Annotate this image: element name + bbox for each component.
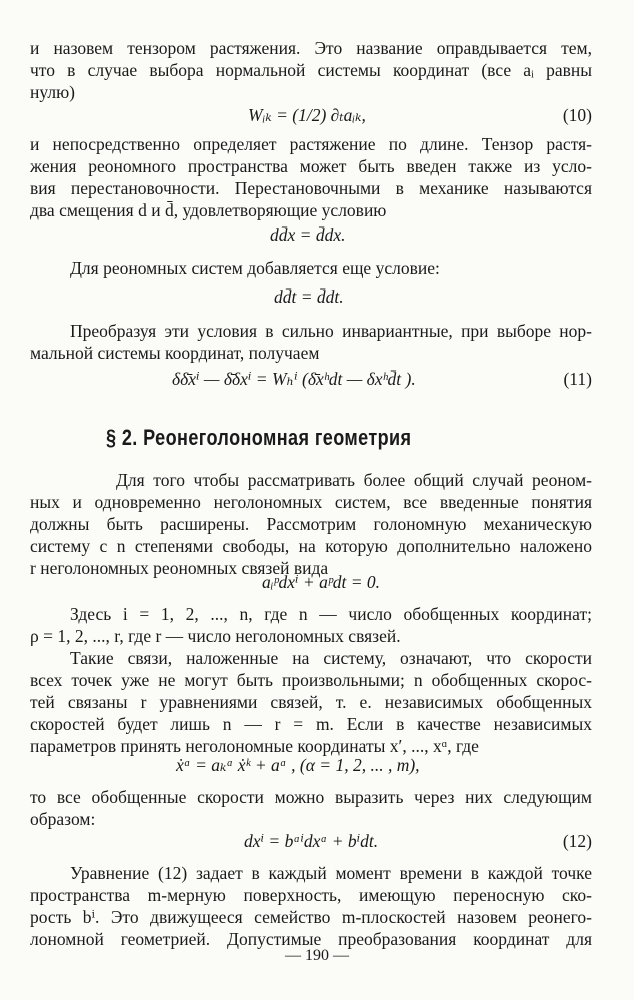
- text-line: параметров принять неголономные координаты x′, ..., xᵅ, где: [30, 736, 479, 756]
- equation-body: ẋᵅ = aₖᵅ ẋᵏ + aᵅ , (α = 1, 2, ... , m),: [176, 755, 420, 775]
- text-line: Для реономных систем добавляется еще условие:: [70, 258, 440, 278]
- text-line: ρ = 1, 2, ..., r, где r — число неголономных связей.: [30, 626, 401, 646]
- equation-number: (11): [563, 369, 592, 389]
- equation-body: δδ̄xⁱ — δ̄δxⁱ = Wₕⁱ (δ̄xʰdt — δxʰd̄t ).: [172, 369, 416, 389]
- text-line: мальной системы координат, получаем: [30, 343, 320, 363]
- equation-body: aᵢᵖdxⁱ + aᵖdt = 0.: [262, 572, 381, 592]
- text-line: то все обобщенные скорости можно выразить через них следующим: [30, 787, 592, 807]
- equation-number: (12): [562, 831, 592, 851]
- equation-body: dd̄x = d̄dx.: [270, 225, 346, 245]
- text-line: образом:: [30, 809, 96, 829]
- text-line: Для того чтобы рассматривать более общий случай реоном-: [116, 470, 592, 490]
- text-line: Преобразуя эти условия в сильно инвариантные, при выборе нор-: [70, 321, 592, 341]
- text-line: должны быть расширены. Рассмотрим голономную механическую: [30, 514, 592, 534]
- text-line: Такие связи, наложенные на систему, означают, что скорости: [70, 648, 592, 668]
- equation-body: dd̄t = d̄dt.: [274, 287, 344, 307]
- equation-constraint: [30, 569, 592, 595]
- section-heading: § 2. Реонеголономная геометрия: [106, 425, 412, 450]
- equation-condition: [30, 284, 592, 310]
- text-line: жения реономного пространства может быть введен также из усло-: [30, 156, 592, 176]
- text-line: Здесь i = 1, 2, ..., n, где n — число обобщенных координат;: [70, 604, 592, 624]
- text-line: два смещения d и d̄, удовлетворяющие условию: [30, 200, 387, 220]
- text-line: пространства m-мерную поверхность, имеющую переносную ско-: [30, 885, 592, 905]
- equation-permutation: [30, 222, 592, 248]
- text-line: и непосредственно определяет растяжение по длине. Тензор растя-: [30, 134, 592, 154]
- text-line: систему с n степенями свободы, на которую дополнительно наложено: [30, 536, 592, 556]
- text-line: всех точек уже не могут быть произвольными; n обобщенных скорос-: [30, 670, 592, 690]
- text-line: что в случае выбора нормальной системы координат (все aᵢ равны: [30, 60, 592, 80]
- text-line: r неголономных реономных связей вида: [30, 558, 329, 578]
- equation-11: [30, 366, 592, 392]
- equation-alpha: [30, 752, 592, 778]
- equation-10: [30, 102, 592, 128]
- text-line: и назовем тензором растяжения. Это название оправдывается тем,: [30, 38, 592, 58]
- equation-body: Wᵢₖ = (1/2) ∂ₜaᵢₖ,: [248, 105, 366, 125]
- equation-number: (10): [562, 105, 592, 125]
- text-line: нулю): [30, 82, 75, 102]
- text-line: ных и одновременно неголономных систем, все введенные понятия: [30, 492, 592, 512]
- text-line: Уравнение (12) задает в каждый момент времени в каждой точке: [70, 863, 592, 883]
- text-line: тей связаны r уравнениями связей, т. е. независимых обобщенных: [30, 692, 592, 712]
- text-line: лономной геометрией. Допустимые преобразования координат для: [30, 929, 592, 949]
- text-line: рость bⁱ. Это движущееся семейство m-плоскостей назовем реонего-: [30, 907, 592, 927]
- text-line: скоростей будет лишь n — r = m. Если в качестве независимых: [30, 714, 592, 734]
- equation-body: dxⁱ = bᵅⁱdxᵅ + bⁱdt.: [244, 831, 379, 851]
- page-number: — 190 —: [285, 947, 349, 964]
- equation-12: [30, 828, 592, 854]
- text-line: вия перестановочности. Перестановочными в механике называются: [30, 178, 592, 198]
